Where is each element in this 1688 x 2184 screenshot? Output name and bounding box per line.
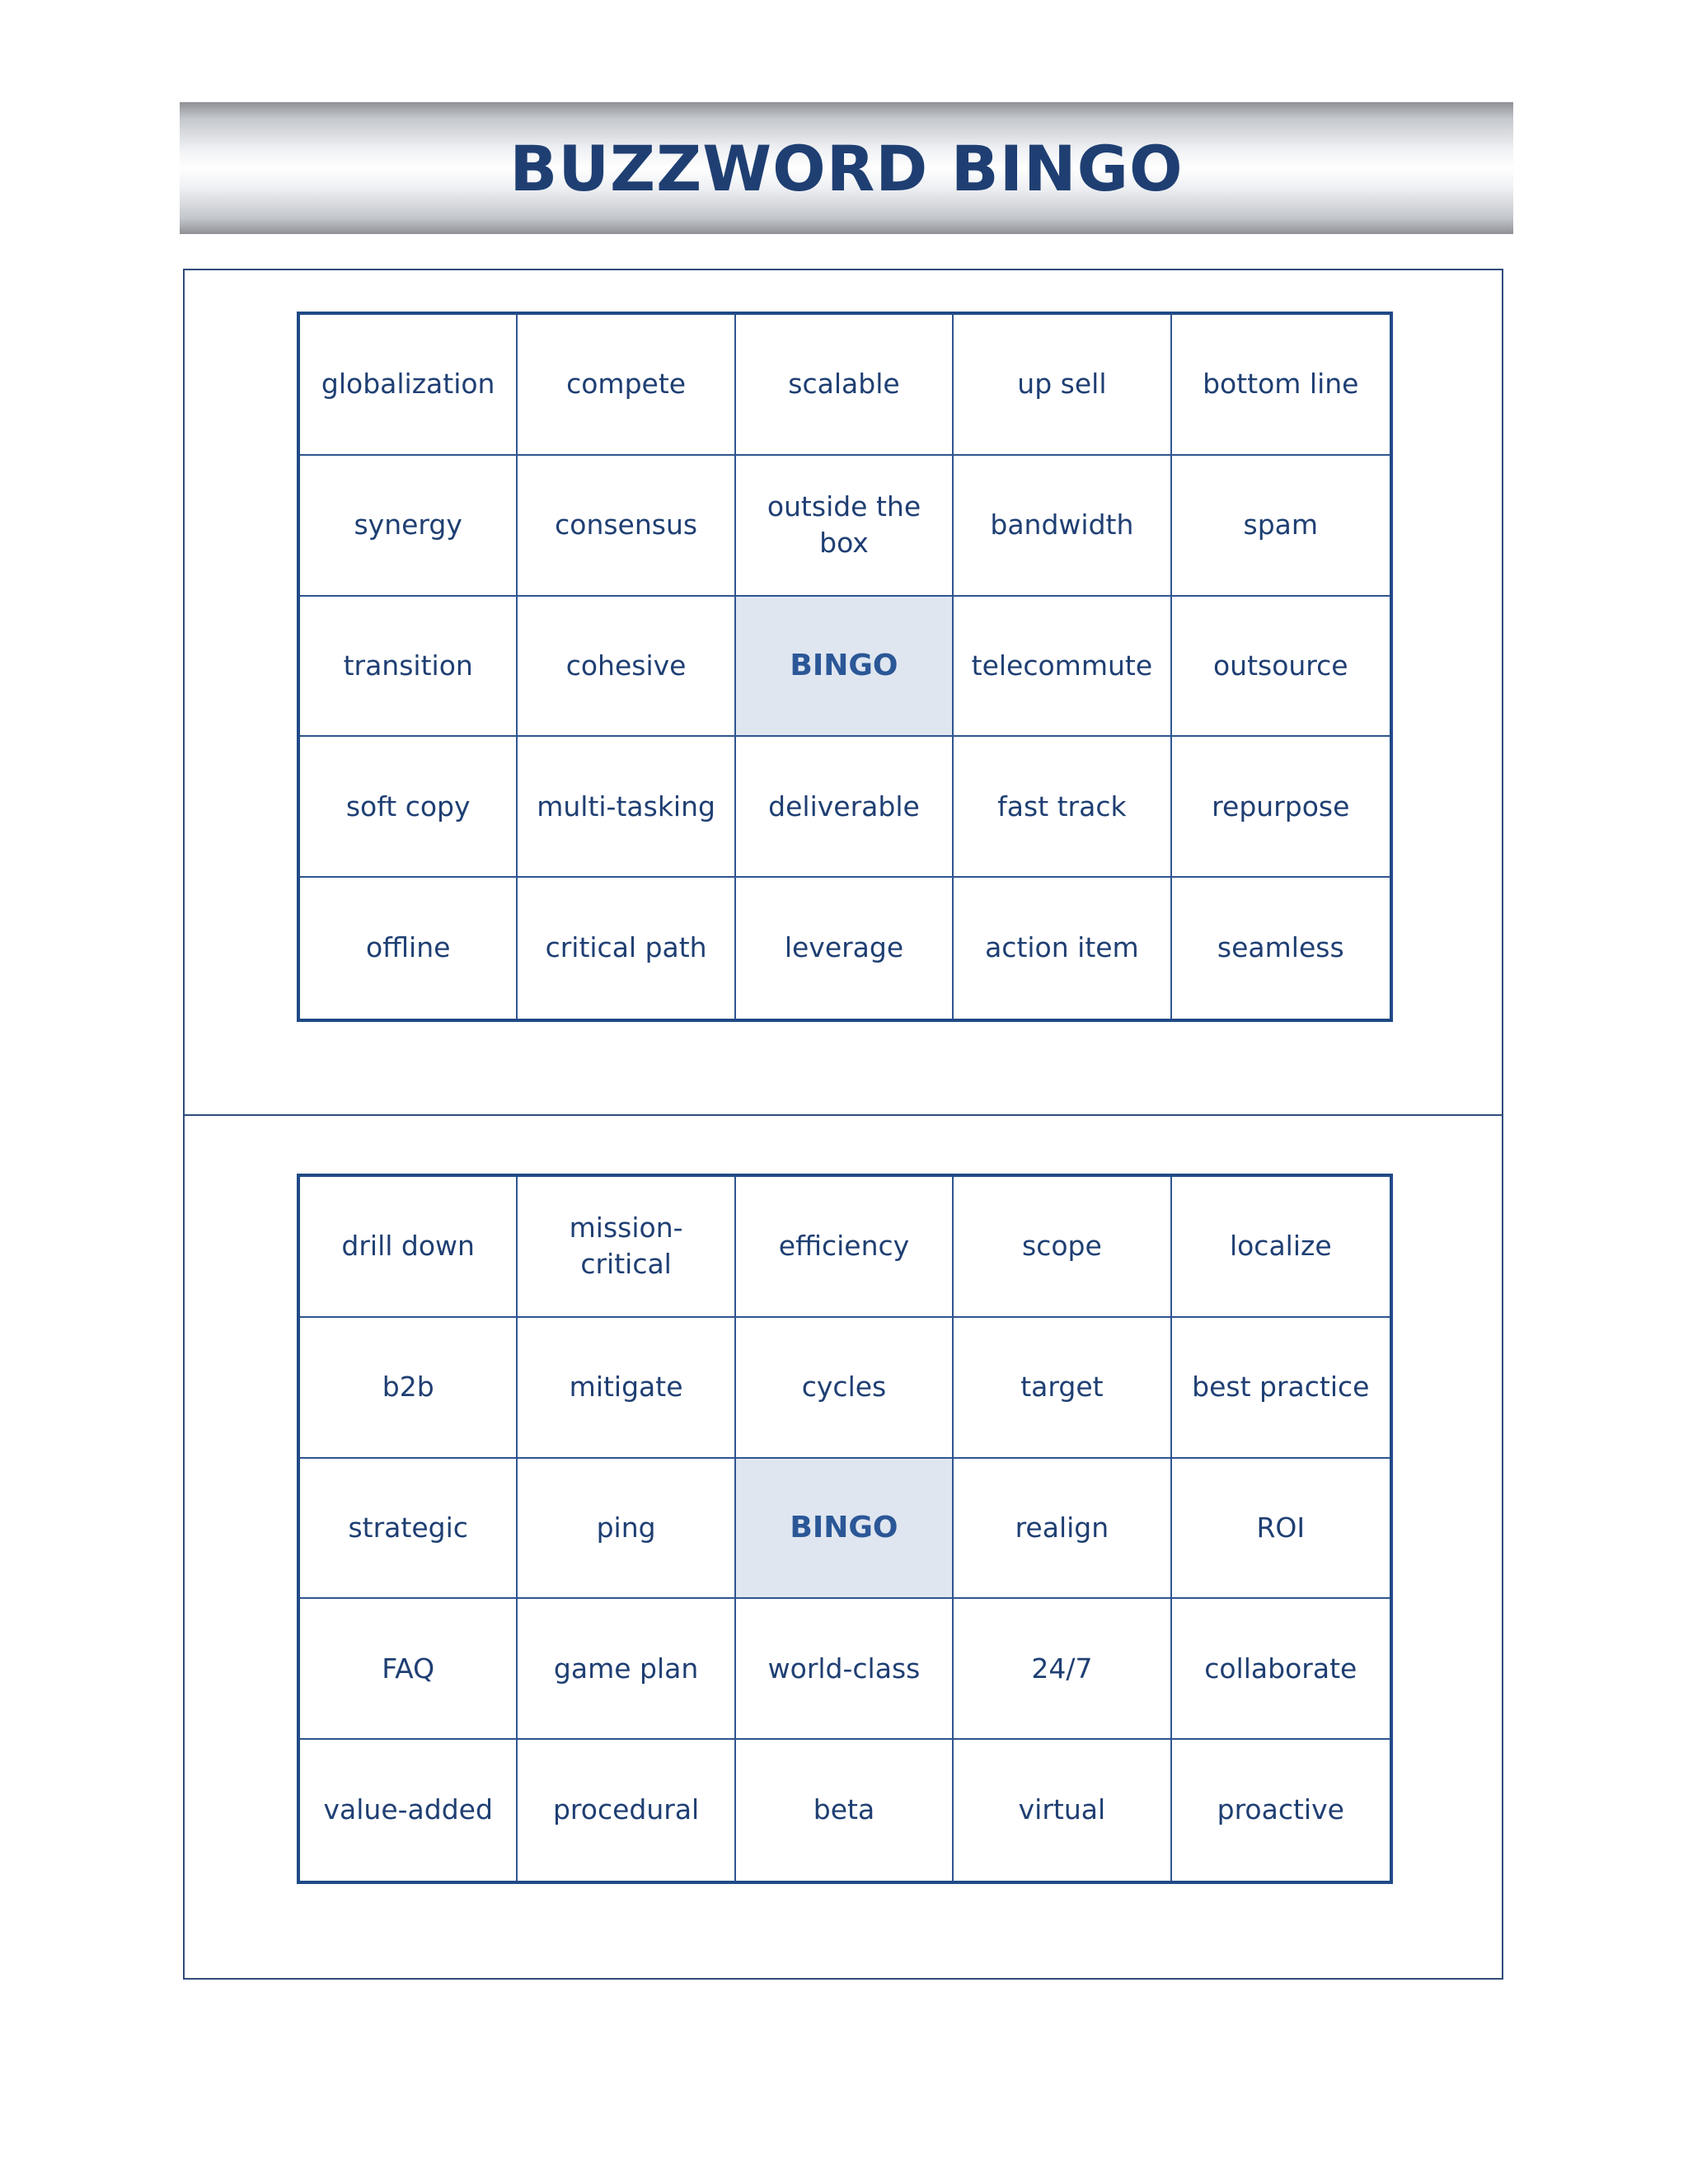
bingo-cell: ping [518,1459,735,1600]
bingo-cell: soft copy [300,737,518,878]
bingo-cell: compete [518,315,735,456]
bingo-cell: mission-critical [518,1177,735,1318]
bingo-cell: deliverable [736,737,954,878]
bingo-cell: 24/7 [954,1599,1171,1740]
cards-frame [183,269,1503,1980]
bingo-cell: b2b [300,1318,518,1459]
bingo-cell: proactive [1217,1793,1344,1826]
bingo-cell: realign [954,1459,1171,1600]
bingo-cell: up sell [954,315,1171,456]
bingo-cell: world-class [736,1599,954,1740]
bingo-cell: leverage [736,878,954,1019]
bingo-card-2 [297,1174,1393,1884]
bingo-cell: cohesive [518,597,735,738]
bingo-cell: transition [300,597,518,738]
bingo-cell: virtual [954,1740,1171,1881]
bingo-cell: telecommute [954,597,1171,738]
bingo-cell: FAQ [300,1599,518,1740]
bingo-cell: game plan [518,1599,735,1740]
bingo-cell: beta [736,1740,954,1881]
bingo-cell: collaborate [1172,1599,1390,1740]
bingo-cell: action item [954,878,1171,1019]
bingo-cell: outside the box [736,456,954,597]
bingo-cell: procedural [518,1740,735,1881]
page-title: BUZZWORD BINGO [509,131,1184,205]
bingo-free-cell: BINGO [736,1459,954,1600]
bingo-cell: seamless [1217,931,1344,964]
bingo-cell: multi-tasking [518,737,735,878]
bingo-cell: fast track [954,737,1171,878]
bingo-cell: offline [300,878,518,1019]
bingo-cell: spam [1172,456,1390,597]
bingo-free-cell: BINGO [736,597,954,738]
card-divider [185,1114,1502,1116]
bingo-cell: synergy [300,456,518,597]
bingo-cell: cycles [736,1318,954,1459]
bingo-cell: localize [1172,1177,1390,1318]
bingo-cell: strategic [300,1459,518,1600]
bingo-cell: scope [954,1177,1171,1318]
bingo-cell: repurpose [1172,737,1390,878]
bingo-cell: ROI [1172,1459,1390,1600]
bingo-cell: value-added [300,1740,518,1881]
bingo-card-1 [297,312,1393,1022]
bingo-cell: efficiency [736,1177,954,1318]
bingo-cell: critical path [518,878,735,1019]
bingo-cell: scalable [736,315,954,456]
bingo-cell: bottom line [1172,315,1390,456]
title-banner [180,102,1513,234]
bingo-cell: mitigate [518,1318,735,1459]
bingo-cell: globalization [300,315,518,456]
bingo-cell: drill down [300,1177,518,1318]
bingo-cell: consensus [518,456,735,597]
bingo-cell: bandwidth [954,456,1171,597]
bingo-cell: outsource [1172,597,1390,738]
bingo-cell: best practice [1172,1318,1390,1459]
bingo-cell: target [954,1318,1171,1459]
